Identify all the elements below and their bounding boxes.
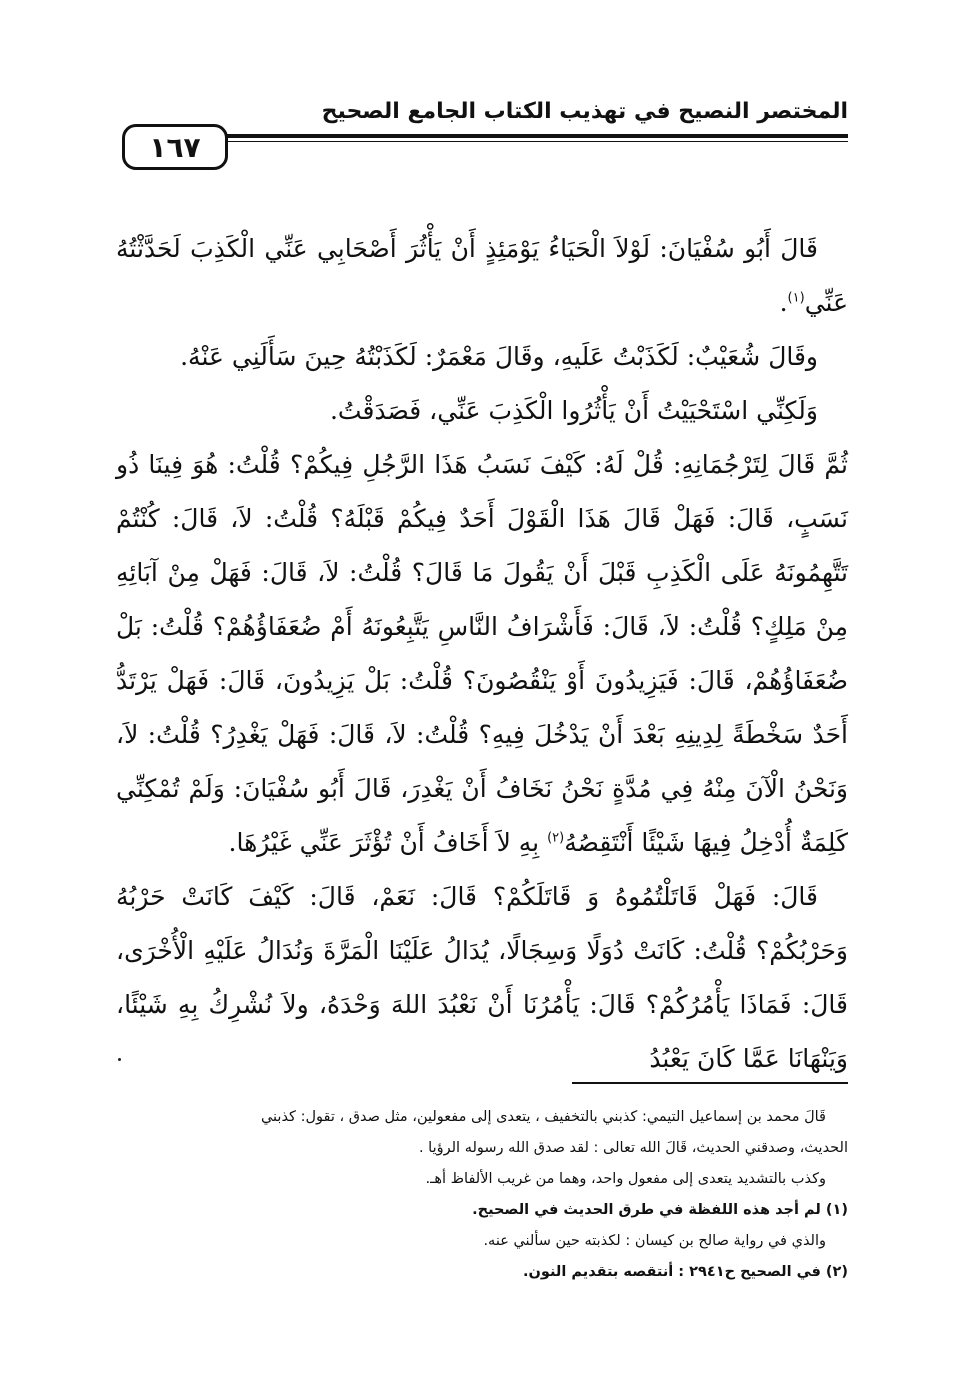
- page-number: ١٦٧: [149, 130, 201, 164]
- footnotes: [116, 1102, 848, 1288]
- paragraph-5: [116, 870, 848, 1086]
- paragraph-5-text: قَالَ: فَهَلْ قَاتَلْتُمُوهُ وَ قَاتَلَكُمْ؟ قَالَ: نَعَمْ، قَالَ: كَيْفَ كَانَتْ حَرْبُهُ وَحَرْبُكُمْ؟ قُلْتُ: كَانَتْ دُوَلًا وَسِجَالًا، يُدَالُ عَلَيْنَا الْمَرَّةَ وَنُدَالُ عَلَيْهِ الْأُخْرَى، قَالَ: فَمَاذَا يَأْمُرُكُمْ؟ قَالَ: يَأْمُرُنَا أَنْ نَعْبُدَ اللهَ وَحْدَهُ، ولاَ نُشْرِكُ بِهِ شَيْئًا، وَيَنْهَانَا عَمَّا كَانَ يَعْبُدُ: [116, 882, 848, 1073]
- paragraph-4-text: ثُمَّ قَالَ لِتَرْجُمَانِهِ: قُلْ لَهُ: كَيْفَ نَسَبُ هَذَا الرَّجُلِ فِيكُمْ؟ قُلْتُ: هُوَ فِينَا ذُو نَسَبٍ، قَالَ: فَهَلْ قَالَ هَذَا الْقَوْلَ أَحَدٌ فِيكُمْ قَبْلَهُ؟ قُلْتُ: لاَ، قَالَ: كُنْتُمْ تَتَّهِمُونَهُ عَلَى الْكَذِبِ قَبْلَ أَنْ يَقُولَ مَا قَالَ؟ قُلْتُ: لاَ، قَالَ: فَهَلْ مِنْ آبَائِهِ مِنْ مَلِكٍ؟ قُلْتُ: لاَ، قَالَ: فَأَشْرَافُ النَّاسِ يَتَّبِعُونَهُ أَمْ ضُعَفَاؤُهُمْ؟ قُلْتُ: بَلْ ضُعَفَاؤُهُمْ، قَالَ: فَيَزِيدُونَ أَوْ يَنْقُصُونَ؟ قُلْتُ: بَلْ يَزِيدُونَ، قَالَ: فَهَلْ يَرْتَدُّ أَحَدٌ سَخْطَةً لِدِينِهِ بَعْدَ أَنْ يَدْخُلَ فِيهِ؟ قُلْتُ: لاَ، قَالَ: فَهَلْ يَغْدِرُ؟ قُلْتُ: لاَ، وَنَحْنُ الْآنَ مِنْهُ فِي مُدَّةٍ نَحْنُ نَخَافُ أَنْ يَغْدِرَ، قَالَ أَبُو سُفْيَانَ: وَلَمْ تُمْكِنِّي كَلِمَةٌ أُدْخِلُ فِيهَا شَيْئًا أَنْتَقِصُهُ: [116, 450, 848, 857]
- footnote-separator: [572, 1082, 848, 1084]
- paragraph-2: [116, 330, 848, 384]
- paragraph-4: [116, 438, 848, 870]
- footnote-line-3: وكذب بالتشديد يتعدى إلى مفعول واحد، وهما من غريب الألفاظ أهـ.: [425, 1171, 826, 1187]
- footnote-ref-1: (١): [787, 290, 805, 306]
- header-rule-thin: [220, 141, 848, 142]
- footnote-ref-2: (٢): [547, 830, 565, 846]
- paragraph-3: [116, 384, 848, 438]
- paragraph-4-tail: بِهِ لاَ أَخَافُ أَنْ تُؤْثَرَ عَنِّي غَيْرُهَا.: [228, 828, 548, 857]
- running-head-title: المختصر النصيح في تهذيب الكتاب الجامع الصحيح: [321, 99, 848, 124]
- footnote-line-6: (٢) في الصحيح ح٢٩٤١ : أنتقصه بتقديم النون.: [523, 1264, 848, 1280]
- paragraph-1: [116, 222, 848, 330]
- footnote-line-1: قَالَ محمد بن إسماعيل التيمي: كذبني بالتخفيف ، يتعدى إلى مفعولين، مثل صدق ، تقول: كذبني: [260, 1109, 826, 1125]
- page-number-box: [122, 124, 228, 170]
- paragraph-3-text: وَلَكِنِّي اسْتَحْيَيْتُ أَنْ يَأْثُرُوا الْكَذِبَ عَنِّي، فَصَدَقْتُ.: [329, 396, 818, 425]
- header-rule-thick: [220, 134, 848, 138]
- paragraph-2-text: وقَالَ شُعَيْبٌ: لَكَذَبْتُ عَلَيهِ، وقَالَ مَعْمَرٌ: لَكَذَبْتُهُ حِينَ سَأَلَنِي عَنْهُ.: [180, 342, 818, 371]
- paragraph-1-text: قَالَ أَبُو سُفْيَانَ: لَوْلاَ الْحَيَاءُ يَوْمَئِذٍ أَنْ يَأْثُرَ أَصْحَابِي عَنِّي الْكَذِبَ لَحَدَّثْتُهُ عَنِّي: [116, 234, 848, 317]
- paragraph-1-tail: .: [779, 288, 788, 317]
- body-text: [116, 222, 848, 1086]
- footnote-line-4: (١) لم أجد هذه اللفظة في طرق الحديث في الصحيح.: [472, 1202, 848, 1218]
- footnote-line-5: والذي في رواية صالح بن كيسان : لكذبته حين سألني عنه.: [483, 1233, 826, 1249]
- stray-dot: [118, 1058, 121, 1061]
- footnote-line-2: الحديث، وصدقني الحديث، قَالَ الله تعالى : لقد صدق الله رسوله الرؤيا .: [418, 1140, 848, 1156]
